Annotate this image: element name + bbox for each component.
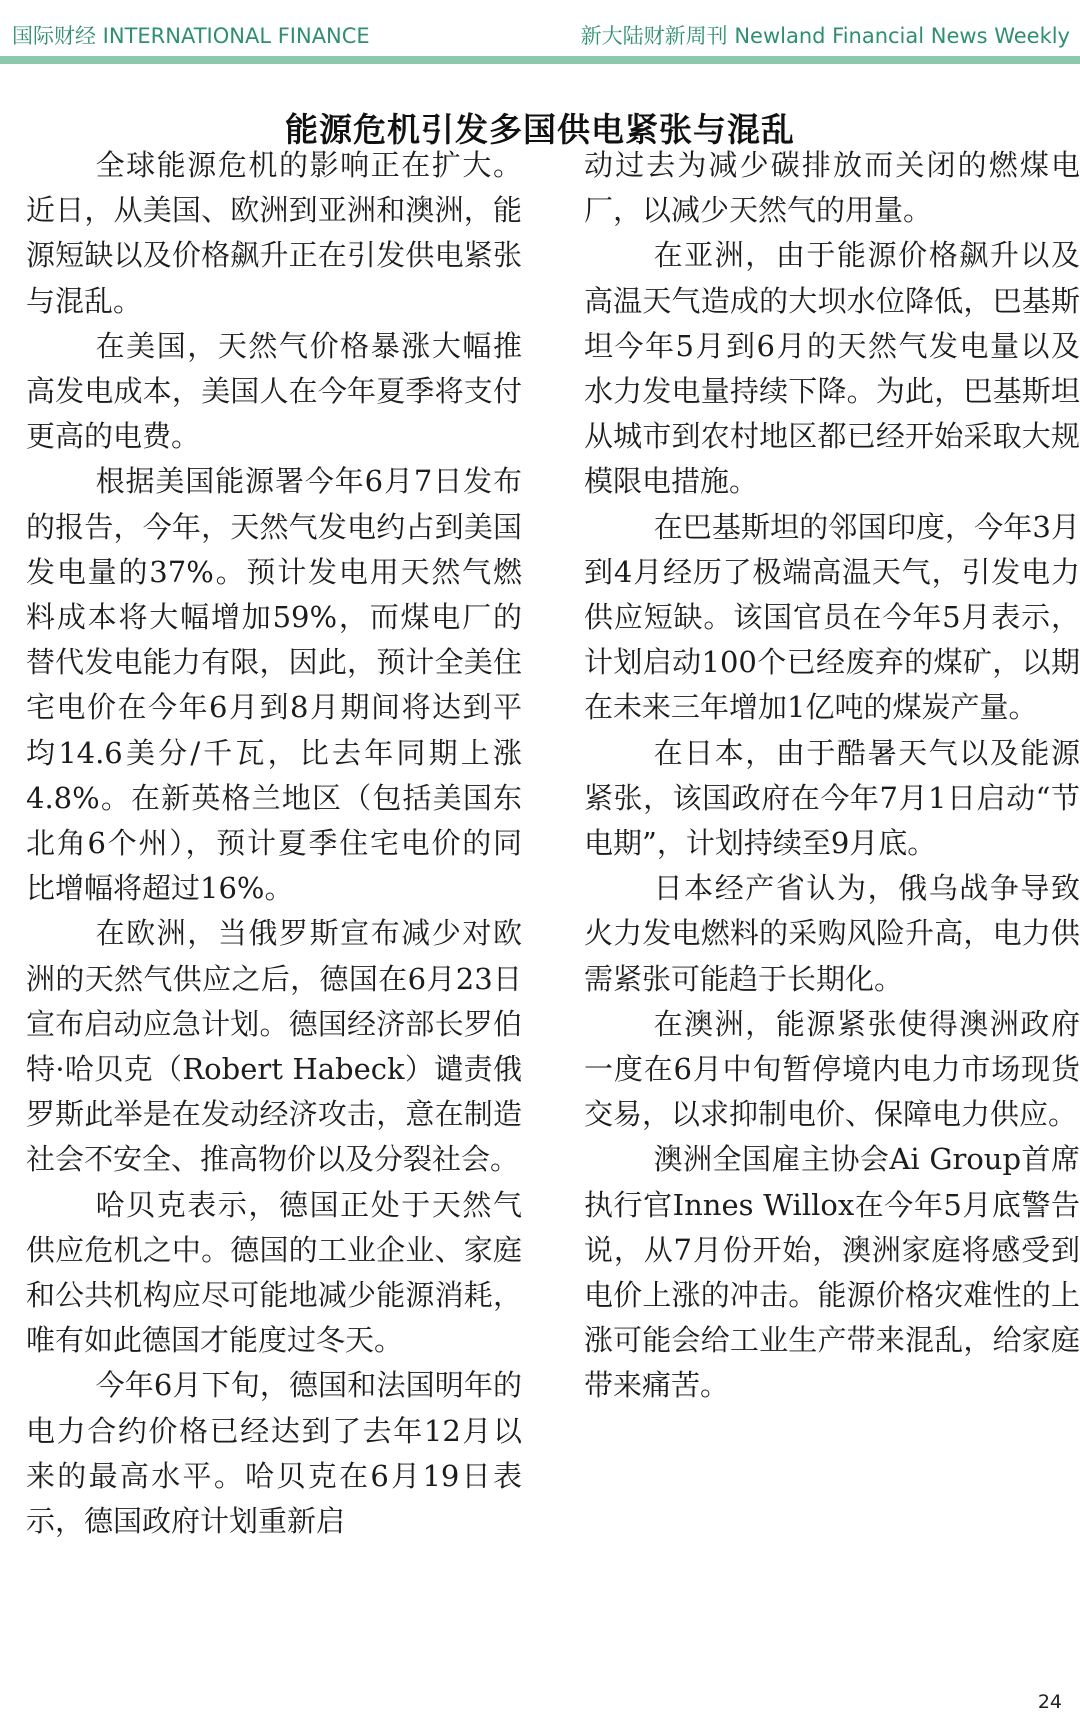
article-paragraph-continued: 动过去为减少碳排放而关闭的燃煤电厂，以减少天然气的用量。: [584, 148, 1080, 228]
publication-name: 新大陆财新周刊 Newland Financial News Weekly: [580, 24, 1070, 48]
article-paragraph: 在亚洲，由于能源价格飙升以及高温天气造成的大坝水位降低，巴基斯坦今年5月到6月的天然气发电量以及水力发电量持续下降。为此，巴基斯坦从城市到农村地区都已经开始采取大规模限电措施。: [584, 238, 1080, 499]
article-paragraph: 在欧洲，当俄罗斯宣布减少对欧洲的天然气供应之后，德国在6月23日宣布启动应急计划。德国经济部长罗伯特·哈贝克（Robert Habeck）谴责俄罗斯此举是在发动经济攻击，意在制造社会不安全、推高物价以及分裂社会。: [26, 916, 522, 1177]
article-column-left: [26, 143, 522, 1544]
article-paragraph: 在日本，由于酷暑天气以及能源紧张，该国政府在今年7月1日启动“节电期”，计划持续至9月底。: [584, 735, 1080, 861]
header-divider: [0, 56, 1080, 64]
article-paragraph: 日本经产省认为，俄乌战争导致火力发电燃料的采购风险升高，电力供需紧张可能趋于长期化。: [584, 871, 1080, 996]
article-paragraph: 全球能源危机的影响正在扩大。近日，从美国、欧洲到亚洲和澳洲，能源短缺以及价格飙升正在引发供电紧张与混乱。: [26, 148, 522, 318]
article-paragraph: 今年6月下旬，德国和法国明年的电力合约价格已经达到了去年12月以来的最高水平。哈贝克在6月19日表示，德国政府计划重新启: [26, 1368, 522, 1539]
article-column-right: [584, 143, 1080, 1409]
page-header: [0, 0, 1080, 64]
article-title: 能源危机引发多国供电紧张与混乱: [285, 110, 795, 150]
article-paragraph: 哈贝克表示，德国正处于天然气供应危机之中。德国的工业企业、家庭和公共机构应尽可能地减少能源消耗，唯有如此德国才能度过冬天。: [26, 1187, 522, 1358]
article-paragraph: 根据美国能源署今年6月7日发布的报告，今年，天然气发电约占到美国发电量的37%。预计发电用天然气燃料成本将大幅增加59%，而煤电厂的替代发电能力有限，因此，预计全美住宅电价在今年6月到8月期间将达到平均14.6美分/千瓦，比去年同期上涨4.8%。在新英格兰地区（包括美国东北角6个州），预计夏季住宅电价的同比增幅将超过16%。: [26, 464, 522, 906]
article-paragraph: 在美国，天然气价格暴涨大幅推高发电成本，美国人在今年夏季将支付更高的电费。: [26, 328, 522, 454]
article-paragraph: 在澳洲，能源紧张使得澳洲政府一度在6月中旬暂停境内电力市场现货交易，以求抑制电价、保障电力供应。: [584, 1006, 1080, 1132]
article-paragraph: 在巴基斯坦的邻国印度，今年3月到4月经历了极端高温天气，引发电力供应短缺。该国官员在今年5月表示，计划启动100个已经废弃的煤矿，以期在未来三年增加1亿吨的煤炭产量。: [584, 509, 1080, 725]
article-paragraph: 澳洲全国雇主协会Ai Group首席执行官Innes Willox在今年5月底警告说，从7月份开始，澳洲家庭将感受到电价上涨的冲击。能源价格灾难性的上涨可能会给工业生产带来混乱，给家庭带来痛苦。: [584, 1142, 1080, 1403]
section-label: 国际财经 INTERNATIONAL FINANCE: [12, 24, 370, 48]
page-number: 24: [1037, 1691, 1062, 1713]
